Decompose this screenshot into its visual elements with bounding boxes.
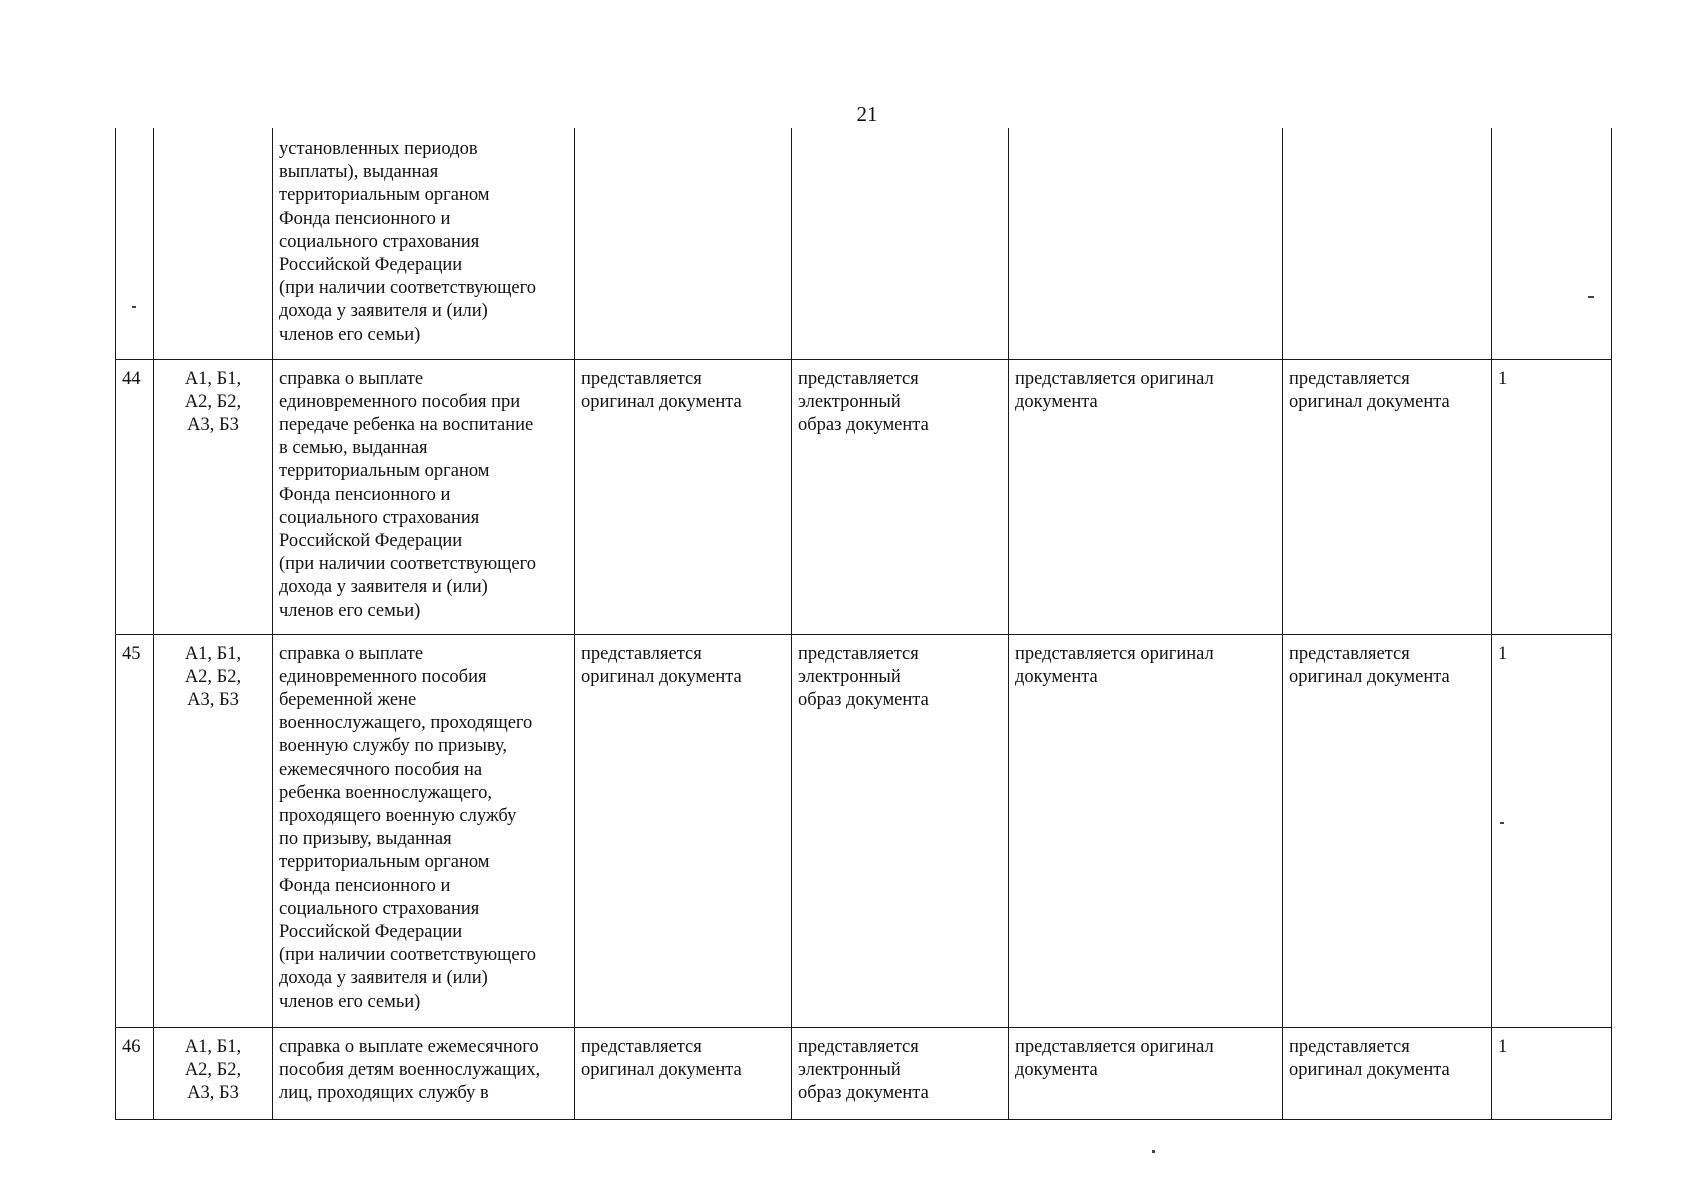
- scan-speck: [1500, 822, 1504, 824]
- row-number-cell: [116, 128, 154, 359]
- document-description-cell: справка о выплате единовременного пособия при передаче ребенка на воспитание в семью, выданная территориальным органом Фонда пенсионного и социального страхования Российской Федерации (при наличии соответствующего дохода у заявителя и (или) членов его семьи): [273, 359, 575, 634]
- table-row: [116, 359, 1612, 634]
- document-description-cell: справка о выплате ежемесячного пособия детям военнослужащих, лиц, проходящих службу в: [273, 1027, 575, 1119]
- submission-method-cell: представляется оригинал документа: [575, 1027, 792, 1119]
- in-person-submission-cell: представляется оригинал документа: [1009, 1027, 1283, 1119]
- in-person-submission-cell: представляется оригинал документа: [1009, 634, 1283, 1027]
- table-row: [116, 634, 1612, 1027]
- documents-table: [115, 128, 1612, 1120]
- postal-submission-cell: представляется оригинал документа: [1283, 634, 1492, 1027]
- scan-speck: [1588, 296, 1594, 298]
- categories-cell: А1, Б1, А2, Б2, А3, Б3: [154, 1027, 273, 1119]
- scan-speck: [1152, 1150, 1155, 1153]
- row-number-cell: 44: [116, 359, 154, 634]
- submission-method-cell: [575, 128, 792, 359]
- postal-submission-cell: представляется оригинал документа: [1283, 1027, 1492, 1119]
- row-number-cell: 45: [116, 634, 154, 1027]
- in-person-submission-cell: представляется оригинал документа: [1009, 359, 1283, 634]
- count-cell: 1: [1492, 1027, 1612, 1119]
- table-row: [116, 1027, 1612, 1119]
- submission-method-cell: представляется оригинал документа: [575, 634, 792, 1027]
- page-number: 21: [856, 102, 878, 126]
- categories-cell: [154, 128, 273, 359]
- electronic-submission-cell: представляется электронный образ документа: [792, 1027, 1009, 1119]
- count-cell: 1: [1492, 359, 1612, 634]
- electronic-submission-cell: представляется электронный образ документа: [792, 634, 1009, 1027]
- submission-method-cell: представляется оригинал документа: [575, 359, 792, 634]
- in-person-submission-cell: [1009, 128, 1283, 359]
- document-description-cell: установленных периодов выплаты), выданная территориальным органом Фонда пенсионного и социального страхования Российской Федерации (при наличии соответствующего дохода у заявителя и (или) членов его семьи): [273, 128, 575, 359]
- electronic-submission-cell: [792, 128, 1009, 359]
- count-cell: [1492, 128, 1612, 359]
- table-row-continuation: [116, 128, 1612, 359]
- scan-speck: [132, 306, 136, 308]
- postal-submission-cell: [1283, 128, 1492, 359]
- postal-submission-cell: представляется оригинал документа: [1283, 359, 1492, 634]
- categories-cell: А1, Б1, А2, Б2, А3, Б3: [154, 359, 273, 634]
- document-description-cell: справка о выплате единовременного пособия беременной жене военнослужащего, проходящего военную службу по призыву, ежемесячного пособия на ребенка военнослужащего, проходящего военную службу по призыву, выданная территориальным органом Фонда пенсионного и социального страхования Российской Федерации (при наличии соответствующего дохода у заявителя и (или) членов его семьи): [273, 634, 575, 1027]
- row-number-cell: 46: [116, 1027, 154, 1119]
- electronic-submission-cell: представляется электронный образ документа: [792, 359, 1009, 634]
- categories-cell: А1, Б1, А2, Б2, А3, Б3: [154, 634, 273, 1027]
- count-cell: 1: [1492, 634, 1612, 1027]
